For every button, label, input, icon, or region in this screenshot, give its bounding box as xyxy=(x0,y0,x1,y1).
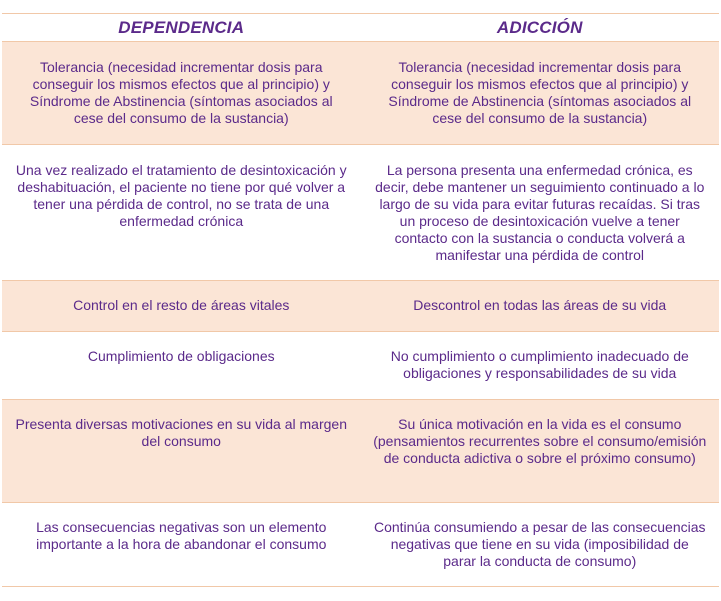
table-row xyxy=(2,331,719,399)
cell-dependencia: Control en el resto de áreas vitales xyxy=(73,297,290,313)
table-row xyxy=(2,41,719,144)
cell-adiccion: No cumplimiento o cumplimiento inadecuado de obligaciones y responsabilidades de su vida xyxy=(390,348,689,381)
cell-dependencia: Una vez realizado el tratamiento de desintoxicación y deshabituación, el paciente no tiene por qué volver a tener una pérdida de control, no se trata de una enfermedad crónica xyxy=(15,162,347,229)
table-row xyxy=(2,502,719,587)
cell-adiccion: Descontrol en todas las áreas de su vida xyxy=(413,297,667,313)
table-header-row xyxy=(2,13,719,41)
cell-adiccion: Tolerancia (necesidad incrementar dosis para conseguir los mismos efectos que al principio) y Síndrome de Abstinencia (síntomas asociados al cese del consumo de la sustancia) xyxy=(388,59,692,126)
cell-adiccion: Su única motivación en la vida es el consumo (pensamientos recurrentes sobre el consumo/emisión de conducta adictiva o sobre el próximo consumo) xyxy=(373,416,707,466)
cell-dependencia: Tolerancia (necesidad incrementar dosis para conseguir los mismos efectos que al principio) y Síndrome de Abstinencia (síntomas asociados al cese del consumo de la sustancia) xyxy=(29,59,333,126)
table-row xyxy=(2,280,719,331)
comparison-table xyxy=(2,13,719,587)
table-row xyxy=(2,399,719,502)
table-row xyxy=(2,144,719,280)
cell-adiccion: Continúa consumiendo a pesar de las consecuencias negativas que tiene en su vida (imposibilidad de parar la conducta de consumo) xyxy=(373,519,706,569)
header-dependencia: DEPENDENCIA xyxy=(118,18,245,37)
cell-adiccion: La persona presenta una enfermedad crónica, es decir, debe mantener un seguimiento continuado a lo largo de su vida para evitar futuras recaídas. Si tras un proceso de desintoxicación vuelve a tener contacto con la sustancia o conducta volverá a manifestar una pérdida de control xyxy=(375,162,705,263)
cell-dependencia: Cumplimiento de obligaciones xyxy=(87,348,275,364)
cell-dependencia: Presenta diversas motivaciones en su vida al margen del consumo xyxy=(15,416,347,449)
cell-dependencia: Las consecuencias negativas son un elemento importante a la hora de abandonar el consumo xyxy=(36,519,327,552)
header-adiccion: ADICCIÓN xyxy=(496,18,583,37)
